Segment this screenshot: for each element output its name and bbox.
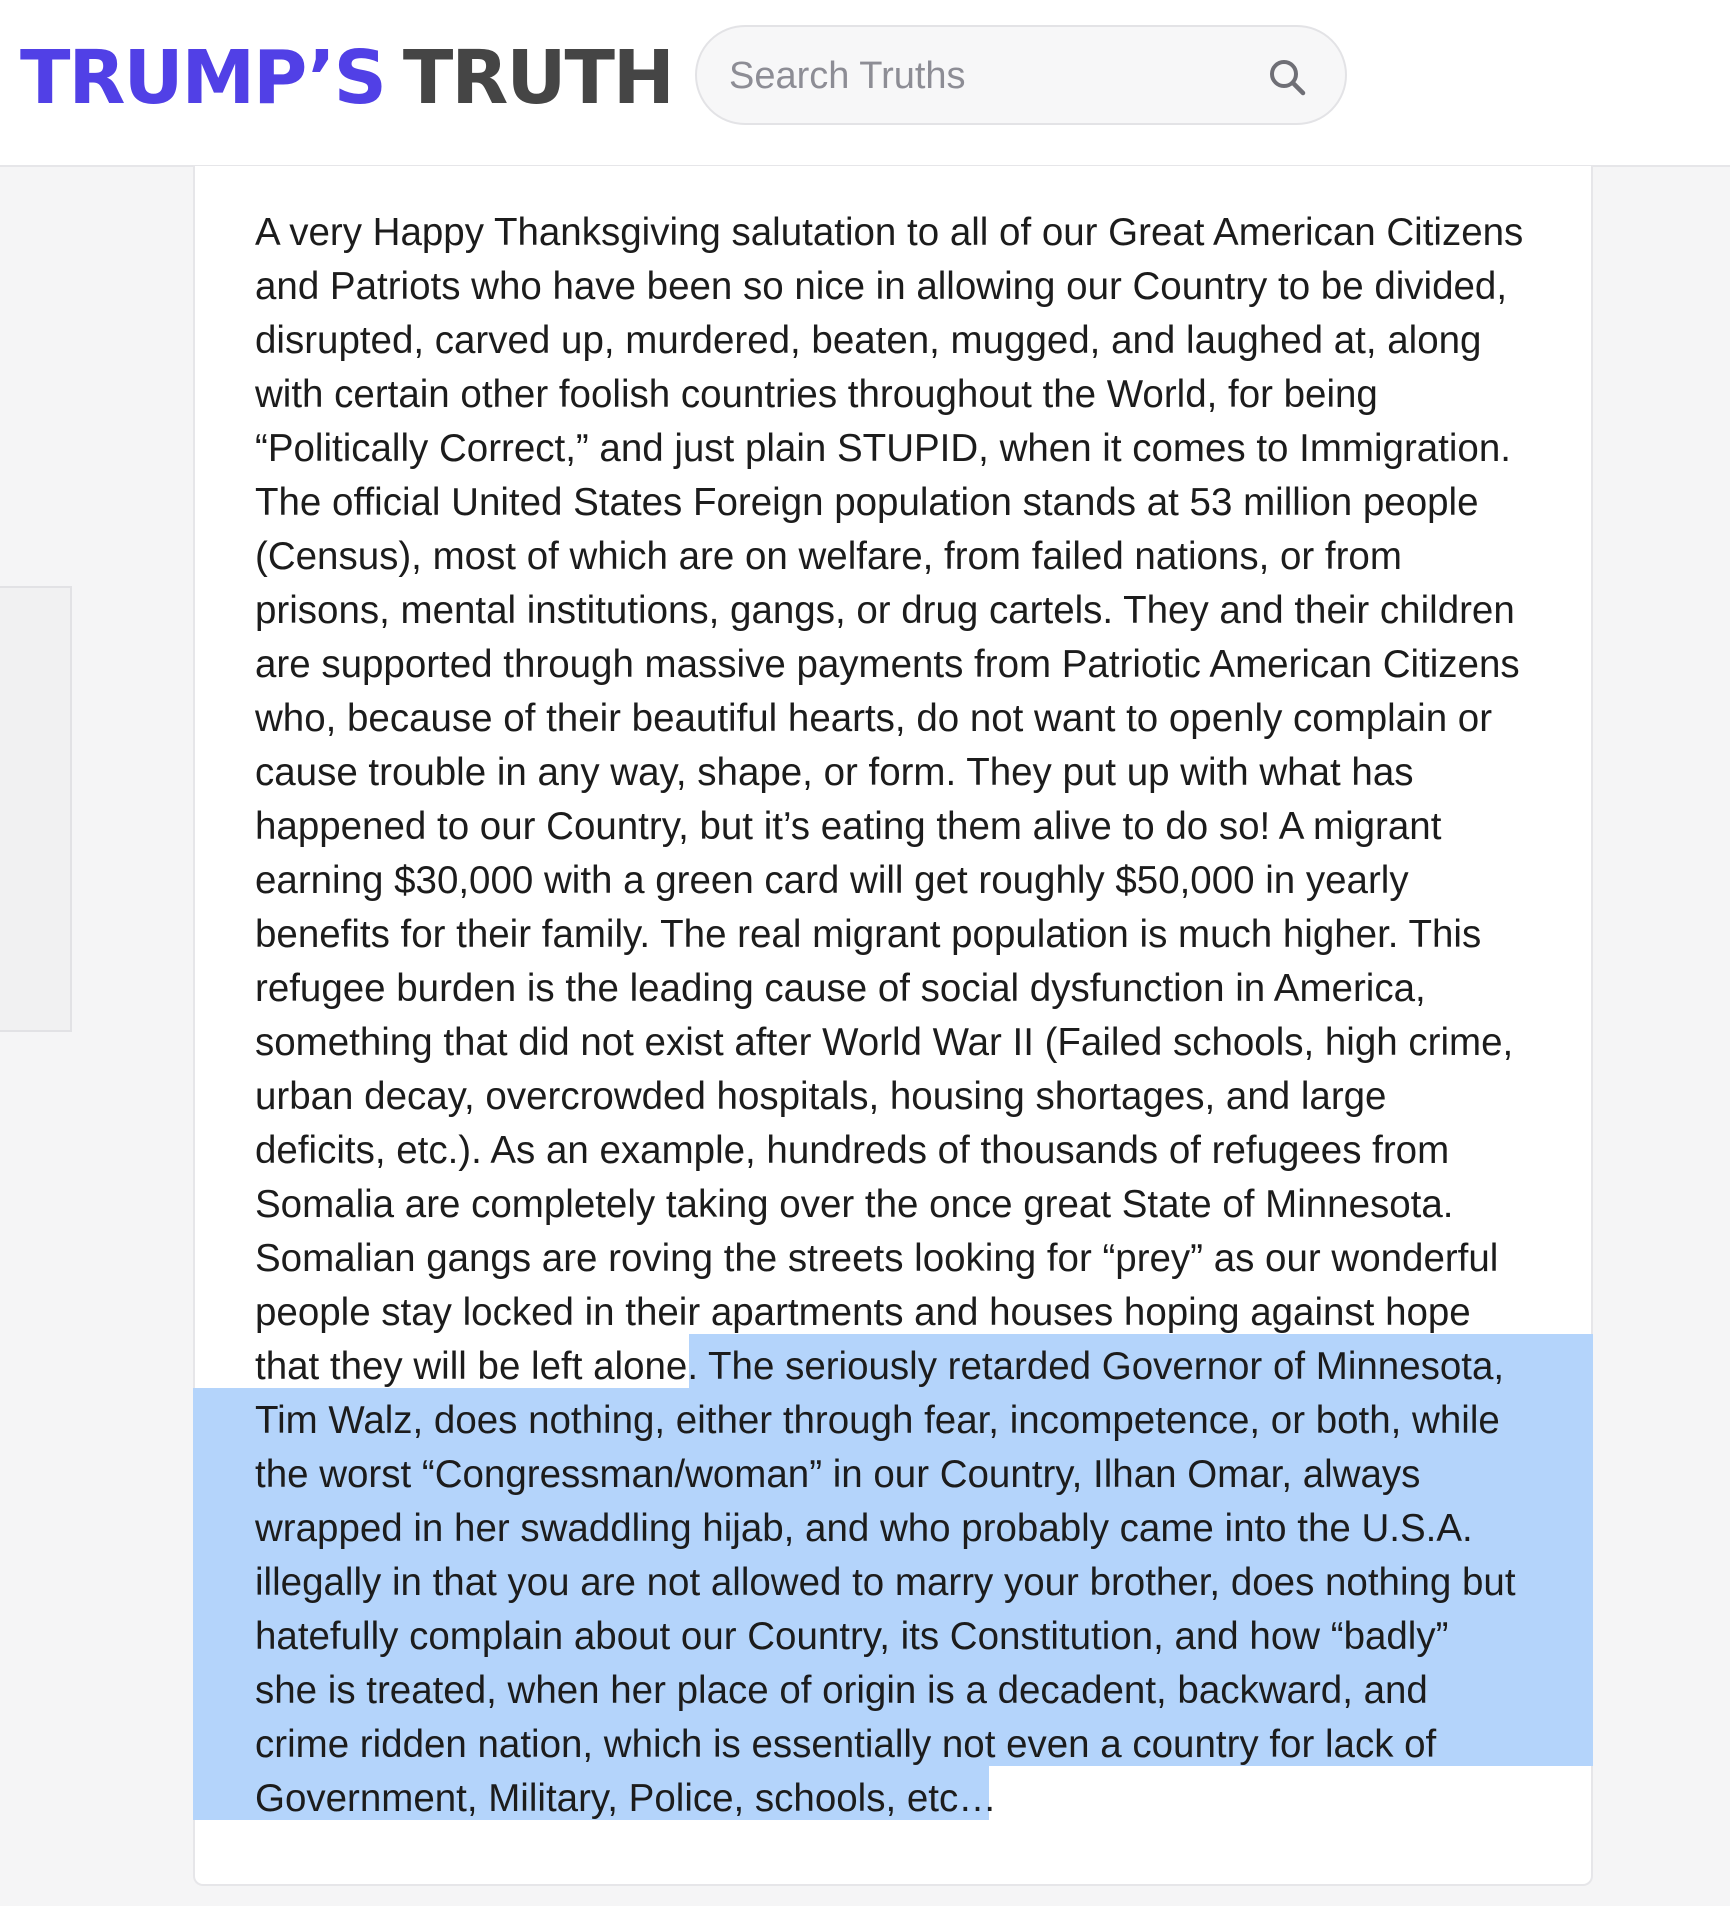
site-logo[interactable] [20, 28, 673, 128]
search-icon[interactable] [1267, 57, 1307, 97]
search-bar[interactable] [695, 25, 1347, 125]
logo-text-secondary: TRUTH [402, 35, 673, 121]
search-input[interactable] [729, 51, 1249, 101]
post-text: A very Happy Thanksgiving salutation to all of our Great American Citizens and Patriots who have been so nice in allowing our Country to be divided, disrupted, carved up, murdered, beaten, mugged, and laughed at, along with certain other foolish countries throughout the World, for being “Politically Correct,” and just plain STUPID, when it comes to Immigration. The official United States Foreign population stands at 53 million people (Census), most of which are on welfare, from failed nations, or from prisons, mental institutions, gangs, or drug cartels. They and their children are supported through massive payments from Patriotic American Citizens who, because of their beautiful hearts, do not want to openly complain or cause trouble in any way, shape, or form. They put up with what has happened to our Country, but it’s eating them alive to do so! A migrant earning $30,000 with a green card will get roughly $50,000 in yearly benefits for their family. The real migrant population is much higher. This refugee burden is the leading cause of social dysfunction in America, something that did not exist after World War II (Failed schools, high crime, urban decay, overcrowded hospitals, housing shortages, and large deficits, etc.). As an example, hundreds of thousands of refugees from Somalia are completely taking over the once great State of Minnesota. Somalian gangs are roving the streets looking for “prey” as our wonderful people stay locked in their apartments and houses hoping against hope that they will be left alone [255, 211, 1524, 1388]
logo-text-primary: TRUMP’S [20, 35, 385, 121]
selected-text: . The seriously retarded Governor of Minnesota, Tim Walz, does nothing, either through fear, incompetence, or both, while the worst “Congressman/woman” in our Country, Ilhan Omar, always wrapped in her swaddling hijab, and who probably came into the U.S.A. illegally in that you are not allowed to marry your brother, does nothing but hatefully complain about our Country, its Constitution, and how “badly” she is treated, when her place of origin is a decadent, backward, and crime ridden nation, which is essentially not even a country for lack of Government, Military, Police, schools, etc… [255, 1345, 1516, 1820]
top-header [0, 0, 1730, 167]
post-body [255, 206, 1555, 1826]
side-panel [0, 586, 72, 1032]
